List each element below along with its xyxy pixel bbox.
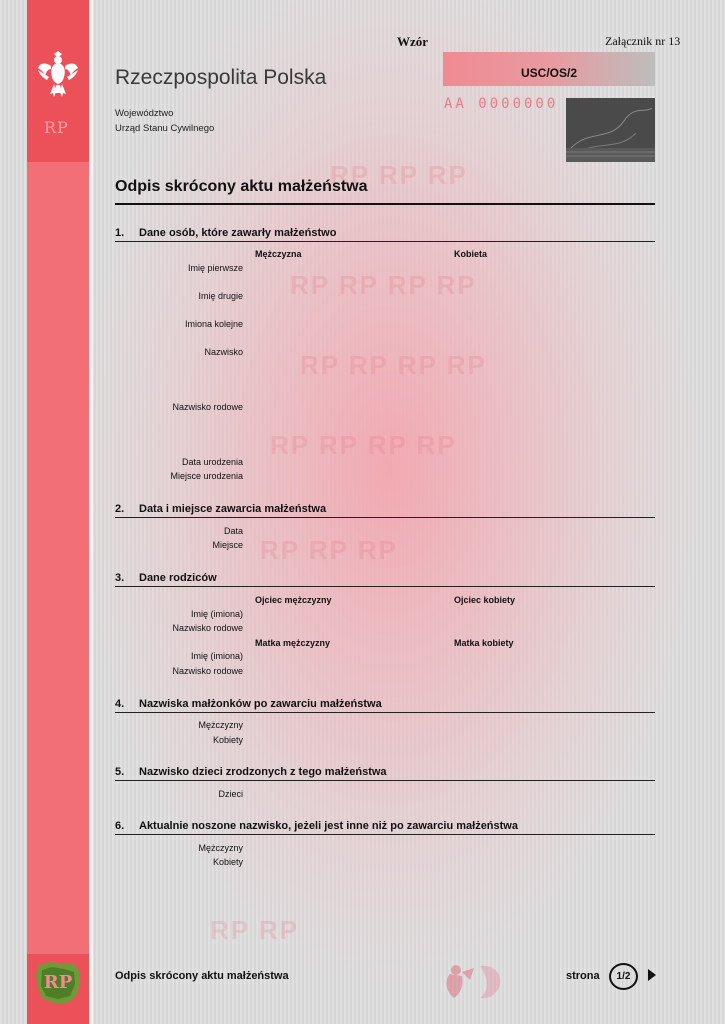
section-1-header [115, 227, 655, 242]
field-label: Kobiety [212, 735, 243, 745]
section-5-header [115, 766, 655, 781]
watermark-rp: RP RP RP RP [300, 350, 487, 380]
section-title: Data i miejsce zawarcia małżeństwa [139, 503, 327, 515]
section-4-header [115, 698, 655, 713]
form-code: USC/OS/2 [520, 66, 577, 80]
registry-office-label: Urząd Stanu Cywilnego [115, 123, 215, 134]
field-label: Miejsce [212, 540, 243, 550]
section-title: Nazwisko dzieci zrodzonych z tego małżeństwa [139, 766, 387, 778]
section-number: 3. [115, 572, 125, 584]
column-man: Mężczyzna [255, 249, 302, 259]
country-title: Rzeczpospolita Polska [115, 66, 327, 89]
column-woman: Kobieta [454, 249, 488, 259]
rp-watermark-mark: RP [44, 118, 69, 137]
stripe-divider [89, 0, 93, 1024]
section-title: Dane osób, które zawarły małżeństwo [139, 227, 337, 239]
field-label: Miejsce urodzenia [170, 471, 243, 481]
field-label: Imię drugie [198, 291, 243, 301]
field-label: Mężczyzny [198, 720, 243, 730]
column-mother-woman: Matka kobiety [454, 638, 514, 648]
serial-number: AA 0000000 [444, 96, 559, 112]
field-label: Data urodzenia [181, 457, 243, 467]
field-label: Data [223, 526, 243, 536]
document-title: Odpis skrócony aktu małżeństwa [115, 178, 368, 195]
eagle-emblem-icon [36, 50, 80, 102]
section-2-header [115, 503, 655, 518]
field-label: Imię pierwsze [187, 263, 243, 273]
field-label: Mężczyzny [198, 843, 243, 853]
field-label: Imię (imiona) [190, 609, 243, 619]
section-number: 5. [115, 766, 125, 778]
footer-title: Odpis skrócony aktu małżeństwa [115, 970, 289, 982]
section-title: Dane rodziców [139, 572, 217, 584]
field-label: Dzieci [218, 789, 243, 799]
page-indicator: 1/2 [609, 963, 638, 990]
field-label: Nazwisko rodowe [172, 666, 243, 676]
field-label: Nazwisko rodowe [172, 402, 243, 412]
rp-poland-map-icon [32, 958, 84, 1008]
watermark-rp: RP RP RP RP [290, 270, 477, 300]
field-label: Kobiety [212, 857, 243, 867]
field-label: Imiona kolejne [184, 319, 243, 329]
column-father-man: Ojciec mężczyzny [255, 595, 332, 605]
column-mother-man: Matka mężczyzny [255, 638, 331, 648]
section-number: 6. [115, 820, 125, 832]
section-number: 4. [115, 698, 125, 710]
hologram-icon [566, 98, 655, 162]
field-label: Nazwisko [204, 347, 243, 357]
section-6-header [115, 820, 655, 835]
watermark-rp: RP RP [210, 915, 299, 945]
next-page-icon[interactable] [648, 969, 656, 981]
attachment-label: Załącznik nr 13 [605, 34, 681, 48]
section-title: Aktualnie noszone nazwisko, jeżeli jest inne niż po zawarciu małżeństwa [139, 820, 518, 832]
rp-logo-text: RP [43, 972, 73, 993]
form-code-box [443, 52, 655, 86]
field-label: Nazwisko rodowe [172, 623, 243, 633]
section-3-header [115, 572, 655, 587]
watermark-rp: RP RP RP [260, 535, 398, 565]
voivodeship-label: Województwo [115, 108, 174, 119]
field-label: Imię (imiona) [190, 651, 243, 661]
footer-page-label: strona [566, 970, 600, 982]
column-father-woman: Ojciec kobiety [454, 595, 516, 605]
section-number: 1. [115, 227, 125, 239]
section-title: Nazwiska małżonków po zawarciu małżeństwa [139, 698, 382, 710]
title-rule [115, 203, 655, 205]
watermark-rp: RP RP RP [330, 160, 468, 190]
eagle-watermark-icon [440, 958, 510, 1006]
wzor-label: Wzór [397, 34, 429, 49]
section-number: 2. [115, 503, 125, 515]
watermark-rp: RP RP RP RP [270, 430, 457, 460]
